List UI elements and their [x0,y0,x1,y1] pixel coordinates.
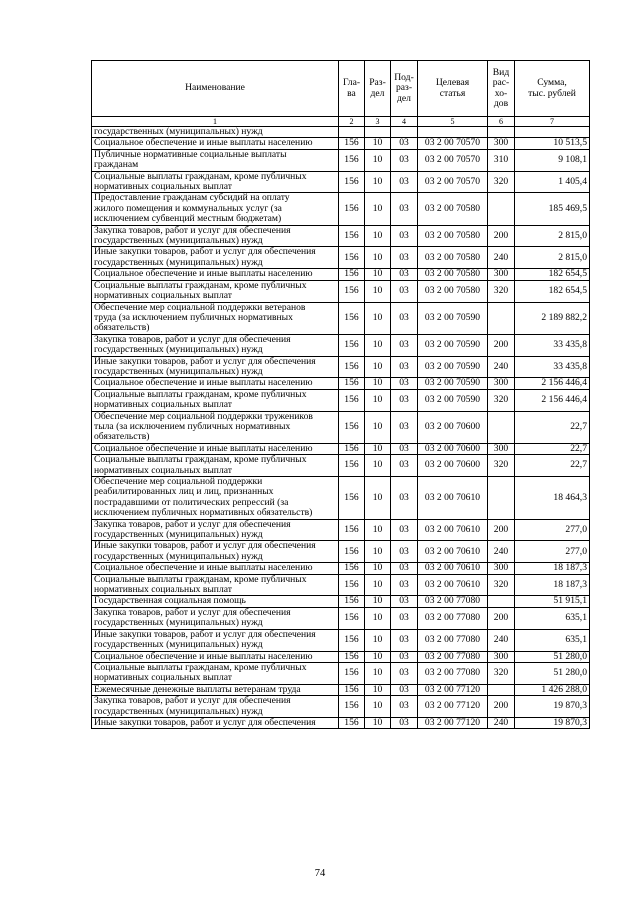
table-row [92,127,590,138]
row-name: Социальные выплаты гражданам, кроме публичных нормативных социальных выплат [92,574,339,596]
row-target-article: 03 2 00 70580 [418,280,488,302]
row-name: Социальные выплаты гражданам, кроме публичных нормативных социальных выплат [92,662,339,684]
row-glava: 156 [339,607,365,629]
row-expense-type: 320 [488,455,515,477]
row-sum: 18 187,3 [515,574,590,596]
row-podrazdel: 03 [391,138,418,149]
row-name: Обеспечение мер социальной поддержки ветеранов труда (за исключением публичных нормативных обязательств) [92,302,339,334]
table-row [92,247,590,269]
row-podrazdel: 03 [391,247,418,269]
row-sum: 19 870,3 [515,717,590,728]
row-razdel: 10 [365,574,391,596]
row-glava: 156 [339,717,365,728]
row-podrazdel: 03 [391,389,418,411]
row-razdel: 10 [365,149,391,171]
row-expense-type [488,127,515,138]
row-razdel: 10 [365,334,391,356]
row-sum: 2 156 446,4 [515,378,590,389]
row-razdel: 10 [365,477,391,520]
row-expense-type [488,302,515,334]
row-name: Иные закупки товаров, работ и услуг для обеспечения государственных (муниципальных) нужд [92,541,339,563]
row-podrazdel: 03 [391,717,418,728]
row-razdel: 10 [365,684,391,695]
row-name: Ежемесячные денежные выплаты ветеранам труда [92,684,339,695]
row-target-article: 03 2 00 70600 [418,443,488,454]
row-sum: 277,0 [515,519,590,541]
table-body [92,127,590,729]
row-expense-type: 200 [488,334,515,356]
row-expense-type: 200 [488,225,515,247]
table-row [92,477,590,520]
row-podrazdel: 03 [391,269,418,280]
row-glava [339,127,365,138]
row-expense-type: 320 [488,280,515,302]
row-name: Иные закупки товаров, работ и услуг для обеспечения государственных (муниципальных) нужд [92,629,339,651]
row-glava: 156 [339,269,365,280]
row-sum: 33 435,8 [515,356,590,378]
row-sum: 635,1 [515,629,590,651]
row-glava: 156 [339,684,365,695]
table-row [92,443,590,454]
row-razdel: 10 [365,302,391,334]
row-target-article: 03 2 00 70600 [418,411,488,443]
row-expense-type: 240 [488,541,515,563]
table-row [92,356,590,378]
table-row [92,269,590,280]
row-sum: 10 513,5 [515,138,590,149]
row-razdel: 10 [365,519,391,541]
row-target-article: 03 2 00 70580 [418,225,488,247]
row-sum [515,127,590,138]
row-razdel: 10 [365,269,391,280]
row-name: Обеспечение мер социальной поддержки реабилитированных лиц и лиц, признанных пострадавшими от политических репрессий (за исключением публичных нормативных обязательств) [92,477,339,520]
row-podrazdel: 03 [391,563,418,574]
row-target-article: 03 2 00 70570 [418,171,488,193]
row-target-article: 03 2 00 70570 [418,138,488,149]
row-target-article: 03 2 00 77080 [418,651,488,662]
row-razdel [365,127,391,138]
row-razdel: 10 [365,171,391,193]
row-expense-type: 300 [488,443,515,454]
row-sum: 19 870,3 [515,696,590,718]
row-expense-type: 300 [488,378,515,389]
row-name: Обеспечение мер социальной поддержки тружеников тыла (за исключением публичных нормативных обязательств) [92,411,339,443]
row-glava: 156 [339,477,365,520]
row-glava: 156 [339,225,365,247]
table-row [92,684,590,695]
row-razdel: 10 [365,696,391,718]
row-name: Социальные выплаты гражданам, кроме публичных нормативных социальных выплат [92,455,339,477]
row-razdel: 10 [365,389,391,411]
table-row [92,378,590,389]
row-sum: 51 280,0 [515,651,590,662]
row-sum: 9 108,1 [515,149,590,171]
row-glava: 156 [339,662,365,684]
budget-table [91,60,590,729]
row-name: государственных (муниципальных) нужд [92,127,339,138]
table-row [92,138,590,149]
header-glava: Гла- ва [339,61,365,117]
row-podrazdel: 03 [391,356,418,378]
row-razdel: 10 [365,411,391,443]
row-name: Социальные выплаты гражданам, кроме публичных нормативных социальных выплат [92,389,339,411]
row-razdel: 10 [365,455,391,477]
row-name: Закупка товаров, работ и услуг для обеспечения государственных (муниципальных) нужд [92,607,339,629]
row-podrazdel: 03 [391,334,418,356]
table-row [92,149,590,171]
table-row [92,607,590,629]
row-sum: 1 405,4 [515,171,590,193]
row-razdel: 10 [365,717,391,728]
header-vid: Вид рас- хо- дов [488,61,515,117]
row-sum: 1 426 288,0 [515,684,590,695]
row-expense-type: 300 [488,563,515,574]
table-row [92,334,590,356]
row-podrazdel: 03 [391,651,418,662]
row-sum: 185 469,5 [515,193,590,225]
row-sum: 33 435,8 [515,334,590,356]
row-podrazdel: 03 [391,193,418,225]
page-number: 74 [314,868,326,879]
row-expense-type: 320 [488,171,515,193]
row-expense-type: 320 [488,662,515,684]
table-row [92,651,590,662]
row-name: Социальное обеспечение и иные выплаты населению [92,378,339,389]
row-podrazdel: 03 [391,302,418,334]
row-glava: 156 [339,171,365,193]
row-name: Иные закупки товаров, работ и услуг для обеспечения государственных (муниципальных) нужд [92,247,339,269]
row-expense-type: 200 [488,696,515,718]
row-sum: 18 464,3 [515,477,590,520]
row-expense-type: 320 [488,574,515,596]
row-glava: 156 [339,334,365,356]
row-expense-type: 240 [488,356,515,378]
row-podrazdel: 03 [391,411,418,443]
row-sum: 182 654,5 [515,280,590,302]
row-glava: 156 [339,651,365,662]
row-razdel: 10 [365,563,391,574]
row-sum: 2 189 882,2 [515,302,590,334]
row-sum: 51 280,0 [515,662,590,684]
table-row [92,519,590,541]
row-glava: 156 [339,378,365,389]
table-header [92,61,590,127]
row-glava: 156 [339,193,365,225]
row-target-article: 03 2 00 70590 [418,356,488,378]
column-number: 3 [365,117,391,127]
table-row [92,193,590,225]
row-target-article: 03 2 00 70600 [418,455,488,477]
row-name: Публичные нормативные социальные выплаты гражданам [92,149,339,171]
row-podrazdel: 03 [391,443,418,454]
row-name: Социальные выплаты гражданам, кроме публичных нормативных социальных выплат [92,171,339,193]
row-razdel: 10 [365,596,391,607]
row-podrazdel: 03 [391,171,418,193]
row-target-article: 03 2 00 70580 [418,269,488,280]
row-podrazdel: 03 [391,596,418,607]
column-number-row [92,117,590,127]
row-target-article: 03 2 00 77080 [418,629,488,651]
row-name: Социальное обеспечение и иные выплаты населению [92,563,339,574]
row-name: Закупка товаров, работ и услуг для обеспечения государственных (муниципальных) нужд [92,696,339,718]
table-row [92,302,590,334]
row-expense-type: 200 [488,519,515,541]
header-razdel: Раз- дел [365,61,391,117]
row-name: Социальное обеспечение и иные выплаты населению [92,651,339,662]
table-row [92,280,590,302]
table-row [92,541,590,563]
header-sum: Сумма, тыс. рублей [515,61,590,117]
row-expense-type [488,477,515,520]
row-podrazdel: 03 [391,477,418,520]
row-expense-type: 320 [488,389,515,411]
row-razdel: 10 [365,607,391,629]
row-name: Закупка товаров, работ и услуг для обеспечения государственных (муниципальных) нужд [92,225,339,247]
table-row [92,411,590,443]
table-row [92,225,590,247]
row-razdel: 10 [365,225,391,247]
row-glava: 156 [339,389,365,411]
row-name: Социальное обеспечение и иные выплаты населению [92,269,339,280]
row-expense-type: 300 [488,138,515,149]
row-target-article: 03 2 00 77080 [418,607,488,629]
row-name: Социальное обеспечение и иные выплаты населению [92,138,339,149]
column-number: 6 [488,117,515,127]
row-podrazdel: 03 [391,607,418,629]
row-glava: 156 [339,574,365,596]
row-expense-type: 300 [488,651,515,662]
row-sum: 182 654,5 [515,269,590,280]
row-target-article: 03 2 00 70590 [418,302,488,334]
row-glava: 156 [339,247,365,269]
row-razdel: 10 [365,280,391,302]
row-sum: 22,7 [515,455,590,477]
row-expense-type: 240 [488,717,515,728]
row-glava: 156 [339,149,365,171]
row-glava: 156 [339,280,365,302]
row-podrazdel: 03 [391,455,418,477]
table-row [92,171,590,193]
row-name: Государственная социальная помощь [92,596,339,607]
row-sum: 635,1 [515,607,590,629]
row-target-article: 03 2 00 70610 [418,541,488,563]
row-expense-type [488,596,515,607]
row-podrazdel: 03 [391,684,418,695]
row-target-article: 03 2 00 77080 [418,662,488,684]
row-sum: 22,7 [515,411,590,443]
row-glava: 156 [339,356,365,378]
row-expense-type [488,193,515,225]
row-podrazdel: 03 [391,629,418,651]
row-glava: 156 [339,519,365,541]
row-expense-type: 240 [488,247,515,269]
row-razdel: 10 [365,629,391,651]
row-razdel: 10 [365,378,391,389]
row-glava: 156 [339,629,365,651]
row-sum: 18 187,3 [515,563,590,574]
row-podrazdel: 03 [391,574,418,596]
row-name: Закупка товаров, работ и услуг для обеспечения государственных (муниципальных) нужд [92,519,339,541]
row-glava: 156 [339,455,365,477]
row-podrazdel: 03 [391,149,418,171]
row-target-article: 03 2 00 70610 [418,574,488,596]
table-row [92,389,590,411]
table-row [92,455,590,477]
row-sum: 2 815,0 [515,247,590,269]
row-podrazdel: 03 [391,225,418,247]
table-row [92,662,590,684]
row-podrazdel: 03 [391,378,418,389]
table-row [92,574,590,596]
column-number: 1 [92,117,339,127]
row-glava: 156 [339,302,365,334]
row-podrazdel: 03 [391,280,418,302]
row-target-article: 03 2 00 70580 [418,193,488,225]
row-name: Иные закупки товаров, работ и услуг для обеспечения [92,717,339,728]
row-razdel: 10 [365,138,391,149]
row-sum: 22,7 [515,443,590,454]
row-glava: 156 [339,596,365,607]
row-expense-type: 310 [488,149,515,171]
row-expense-type [488,684,515,695]
row-podrazdel: 03 [391,662,418,684]
table-row [92,717,590,728]
row-name: Социальные выплаты гражданам, кроме публичных нормативных социальных выплат [92,280,339,302]
row-target-article: 03 2 00 70590 [418,378,488,389]
column-number: 2 [339,117,365,127]
column-number: 7 [515,117,590,127]
row-target-article: 03 2 00 77080 [418,596,488,607]
row-glava: 156 [339,443,365,454]
row-razdel: 10 [365,443,391,454]
header-podrazdel: Под- раз- дел [391,61,418,117]
table-row [92,696,590,718]
row-razdel: 10 [365,193,391,225]
row-name: Предоставление гражданам субсидий на оплату жилого помещения и коммунальных услуг (за исключением субвенций местным бюджетам) [92,193,339,225]
row-podrazdel: 03 [391,696,418,718]
row-name: Иные закупки товаров, работ и услуг для обеспечения государственных (муниципальных) нужд [92,356,339,378]
row-sum: 2 815,0 [515,225,590,247]
row-target-article: 03 2 00 70590 [418,389,488,411]
row-target-article: 03 2 00 77120 [418,717,488,728]
row-razdel: 10 [365,651,391,662]
row-glava: 156 [339,696,365,718]
row-target-article: 03 2 00 70610 [418,563,488,574]
row-name: Закупка товаров, работ и услуг для обеспечения государственных (муниципальных) нужд [92,334,339,356]
header-target: Целевая статья [418,61,488,117]
row-sum: 277,0 [515,541,590,563]
row-target-article: 03 2 00 70580 [418,247,488,269]
row-podrazdel [391,127,418,138]
row-target-article: 03 2 00 70570 [418,149,488,171]
row-sum: 2 156 446,4 [515,389,590,411]
row-target-article: 03 2 00 70590 [418,334,488,356]
row-razdel: 10 [365,662,391,684]
row-expense-type: 200 [488,607,515,629]
header-name: Наименование [92,61,339,117]
column-number: 4 [391,117,418,127]
column-number: 5 [418,117,488,127]
row-razdel: 10 [365,541,391,563]
table-row [92,629,590,651]
row-glava: 156 [339,541,365,563]
header-row [92,61,590,117]
row-target-article: 03 2 00 77120 [418,684,488,695]
row-podrazdel: 03 [391,519,418,541]
row-expense-type: 240 [488,629,515,651]
row-podrazdel: 03 [391,541,418,563]
row-glava: 156 [339,411,365,443]
row-target-article [418,127,488,138]
row-target-article: 03 2 00 77120 [418,696,488,718]
row-sum: 51 915,1 [515,596,590,607]
row-glava: 156 [339,563,365,574]
row-expense-type: 300 [488,269,515,280]
row-name: Социальное обеспечение и иные выплаты населению [92,443,339,454]
table-row [92,596,590,607]
row-razdel: 10 [365,356,391,378]
row-target-article: 03 2 00 70610 [418,519,488,541]
row-glava: 156 [339,138,365,149]
row-razdel: 10 [365,247,391,269]
table-row [92,563,590,574]
row-expense-type [488,411,515,443]
row-target-article: 03 2 00 70610 [418,477,488,520]
